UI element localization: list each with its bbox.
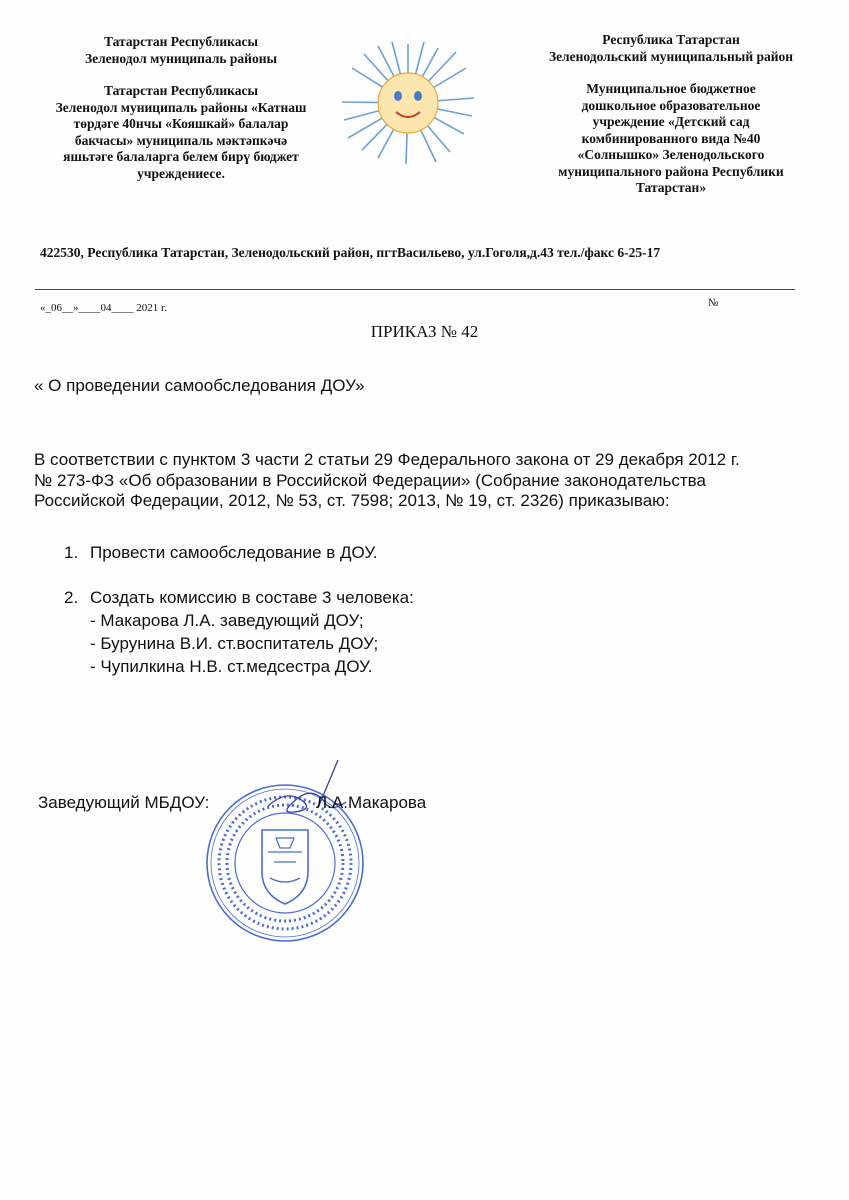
stamp-emblem <box>262 830 308 904</box>
header-divider <box>35 289 795 290</box>
header-right-line: Муниципальное бюджетное <box>586 81 756 96</box>
commission-member: - Макарова Л.А. заведующий ДОУ; <box>90 611 364 630</box>
commission-member: - Чупилкина Н.В. ст.медсестра ДОУ. <box>90 657 373 676</box>
header-left-line: төрдәге 40нчы «Кояшкай» балалар <box>73 116 289 131</box>
header-left-line: Зеленодол муниципаль районы <box>84 50 278 66</box>
preamble-line: В соответствии с пунктом 3 части 2 статьи 29 Федерального закона от 29 декабря 2012 г. <box>34 450 740 469</box>
header-right-line: учреждение «Детский сад <box>592 114 750 129</box>
order-number-sign: № <box>708 297 719 309</box>
sun-eye <box>394 91 402 101</box>
list-item <box>64 588 414 609</box>
order-subject: « О проведении самообследования ДОУ» <box>34 376 365 395</box>
signatory-name: Л.А.Макарова <box>316 793 427 812</box>
header-right-line: Республика Татарстан <box>602 32 740 47</box>
header-right-line: Татарстан» <box>635 180 707 195</box>
header-left-line: бакчасы» муниципаль мәктәпкәчә <box>74 132 288 148</box>
list-item-number: 1. <box>64 543 79 562</box>
order-preamble <box>34 450 814 512</box>
list-item <box>64 543 378 564</box>
sun-logo-icon <box>338 38 478 168</box>
sun-eye <box>414 91 422 101</box>
preamble-line: № 273-ФЗ «Об образовании в Российской Федерации» (Собрание законодательства <box>34 470 706 490</box>
header-left-line: яшьтәге балаларга белем бирү бюджет <box>63 149 299 164</box>
header-left-line: Татарстан Республикасы <box>103 83 258 98</box>
header-right <box>520 32 822 197</box>
header-right-line: Зеленодольский муниципальный район <box>548 48 794 64</box>
preamble-line: Российской Федерации, 2012, № 53, ст. 7598; 2013, № 19, ст. 2326) приказываю: <box>34 491 670 510</box>
order-title: ПРИКАЗ № 42 <box>370 322 479 341</box>
list-item-text: Провести самообследование в ДОУ. <box>90 543 378 562</box>
header-right-line: «Солнышко» Зеленодольского <box>577 147 765 162</box>
list-item-text: Создать комиссию в составе 3 человека: <box>90 588 414 607</box>
header-left-line: Зеленодол муниципаль районы «Катнаш <box>55 99 307 115</box>
list-item-number: 2. <box>64 588 79 607</box>
sun-face <box>378 73 438 133</box>
order-date: «_06__»____04____ 2021 г. <box>40 302 168 314</box>
signatory-position: Заведующий МБДОУ: <box>38 793 210 812</box>
header-right-line: комбинированного вида №40 <box>581 130 761 146</box>
header-left-line: Татарстан Республикасы <box>103 34 258 49</box>
header-right-line: дошкольное образовательное <box>581 97 761 113</box>
address: 422530, Республика Татарстан, Зеленодольский район, пгтВасильево, ул.Гоголя,д.43 тел./факс 6-25-17 <box>40 245 661 260</box>
commission-member: - Бурунина В.И. ст.воспитатель ДОУ; <box>90 634 379 653</box>
header-left-line: учреждениесе. <box>137 165 225 181</box>
header-left <box>28 34 334 182</box>
header-right-line: муниципального района Республики <box>558 163 784 179</box>
